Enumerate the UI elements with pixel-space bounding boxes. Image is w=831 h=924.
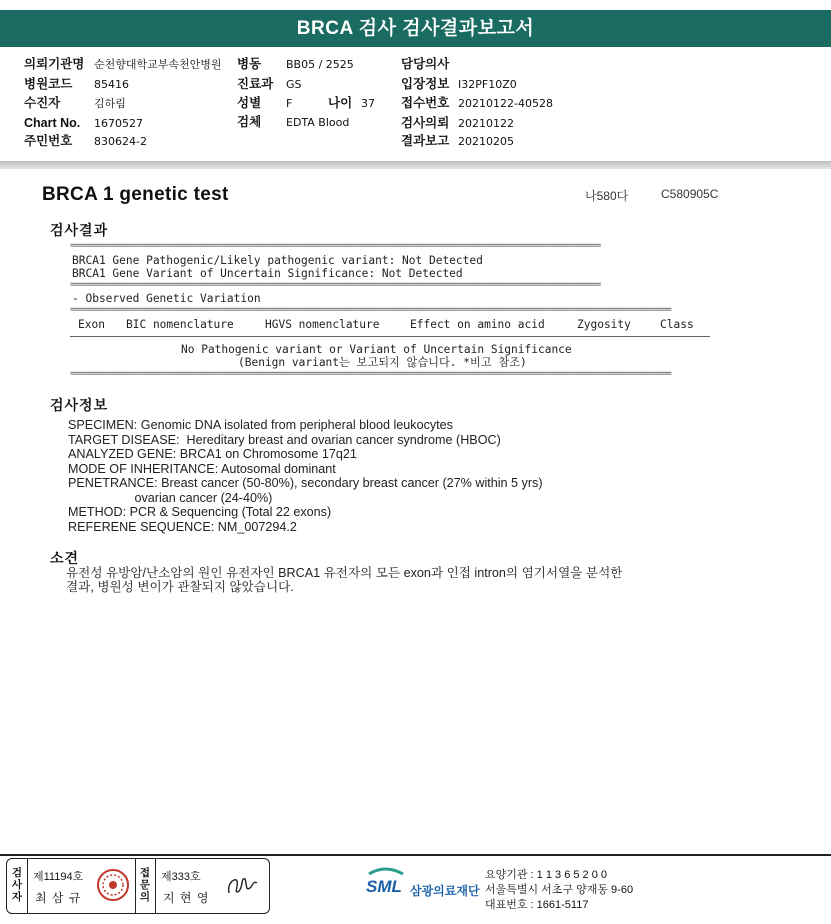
box-divider — [27, 859, 28, 913]
department-label: 진료과 — [237, 77, 274, 91]
specimen-value: EDTA Blood — [286, 116, 350, 129]
age-value: 37 — [361, 97, 375, 110]
info-heading: 검사정보 — [50, 397, 109, 413]
resident-no-label: 주민번호 — [24, 134, 73, 148]
box-divider — [135, 859, 136, 913]
examiner-license: 제11194호 — [33, 871, 84, 883]
info-method: METHOD: PCR & Sequencing (Total 22 exons) — [68, 505, 332, 519]
admission-info-label: 입장정보 — [401, 77, 450, 91]
sex-value: F — [286, 97, 293, 110]
chart-no-value: 1670527 — [94, 117, 143, 130]
doctor-label: 담당의사 — [401, 57, 450, 71]
header-divider — [0, 161, 831, 169]
examiner-label: 검 사 자 — [11, 867, 23, 903]
hospital-code-label: 병원코드 — [24, 77, 73, 91]
separator-line: ======================================================================================================================================== — [70, 370, 671, 379]
box-divider — [155, 859, 156, 913]
column-bic: BIC nomenclature — [126, 318, 234, 331]
column-zygosity: Zygosity — [577, 318, 631, 331]
chart-no-label: Chart No. — [24, 116, 81, 130]
requester-label: 의뢰기관명 — [24, 57, 85, 71]
column-hgvs: HGVS nomenclature — [265, 318, 380, 331]
age-label: 나이 — [328, 96, 353, 110]
ward-value: BB05 / 2525 — [286, 58, 354, 71]
footer-divider — [0, 854, 831, 856]
request-date-label: 검사의뢰 — [401, 116, 450, 130]
column-exon: Exon — [78, 318, 105, 331]
sml-logo-text: SML — [366, 877, 402, 896]
benign-note: (Benign variant는 보고되지 않습니다. *비고 참조) — [238, 356, 527, 369]
column-effect: Effect on amino acid — [410, 318, 545, 331]
patient-label: 수진자 — [24, 96, 61, 110]
seal-icon — [95, 867, 131, 903]
test-title: BRCA 1 genetic test — [42, 184, 229, 205]
signature-box — [6, 858, 270, 914]
test-code-1: 나580다 — [585, 189, 629, 203]
specimen-label: 검체 — [237, 115, 262, 129]
result-line-pathogenic: BRCA1 Gene Pathogenic/Likely pathogenic variant: Not Detected — [72, 254, 483, 267]
result-line-vus: BRCA1 Gene Variant of Uncertain Significance: Not Detected — [72, 267, 463, 280]
hospital-code-value: 85416 — [94, 78, 129, 91]
separator-line: ======================================================================================================================================== — [70, 306, 671, 315]
sex-label: 성별 — [237, 96, 262, 110]
info-analyzed-gene: ANALYZED GENE: BRCA1 on Chromosome 17q21 — [68, 447, 357, 461]
info-reference-sequence: REFERENE SEQUENCE: NM_007294.2 — [68, 519, 297, 534]
observed-variation: - Observed Genetic Variation — [72, 292, 261, 305]
signature-icon — [225, 871, 259, 901]
column-divider — [70, 336, 710, 337]
care-institution-no: 요양기관 : 1 1 3 6 5 2 0 0 — [485, 869, 608, 881]
org-address: 서울특별시 서초구 양재동 9-60 — [485, 884, 634, 896]
separator-line: ======================================================================================================================== — [70, 281, 601, 290]
info-penetrance: PENETRANCE: Breast cancer (50-80%), secondary breast cancer (27% within 5 yrs) — [68, 476, 543, 490]
no-variant-line: No Pathogenic variant or Variant of Uncertain Significance — [181, 343, 572, 356]
requester-value: 순천향대학교부속천안병원 — [94, 58, 222, 71]
opinion-heading: 소견 — [50, 550, 80, 566]
org-name: 삼광의료재단 — [410, 884, 480, 898]
org-phone: 대표번호 : 1661-5117 — [485, 899, 589, 911]
resident-no-value: 830624-2 — [94, 135, 147, 148]
ward-label: 병동 — [237, 57, 262, 71]
patient-value: 김하림 — [94, 97, 126, 110]
info-specimen: SPECIMEN: Genomic DNA isolated from peripheral blood leukocytes — [68, 418, 453, 432]
confirm-label: 접 문 의 — [139, 867, 151, 903]
confirm-name: 지 현 영 — [163, 891, 210, 905]
admission-info-value: I32PF10Z0 — [458, 78, 517, 91]
info-penetrance-ovarian: ovarian cancer (24-40%) — [68, 490, 273, 505]
opinion-line-2: 결과, 병원성 변이가 관찰되지 않았습니다. — [66, 580, 294, 594]
info-target-disease: TARGET DISEASE: Hereditary breast and ovarian cancer syndrome (HBOC) — [68, 432, 501, 447]
report-date-label: 결과보고 — [401, 134, 450, 148]
info-inheritance: MODE OF INHERITANCE: Autosomal dominant — [68, 461, 336, 476]
receipt-no-value: 20210122-40528 — [458, 97, 553, 110]
receipt-no-label: 접수번호 — [401, 96, 450, 110]
opinion-line-1: 유전성 유방암/난소암의 원인 유전자인 BRCA1 유전자의 모든 exon과 인접 intron의 염기서열을 분석한 — [66, 566, 623, 580]
report-date-value: 20210205 — [458, 135, 514, 148]
result-heading: 검사결과 — [50, 222, 109, 238]
report-title-bar: BRCA 검사 검사결과보고서 — [0, 10, 831, 47]
column-class: Class — [660, 318, 694, 331]
test-code-2: C580905C — [661, 187, 719, 201]
examiner-name: 최 삼 규 — [35, 891, 82, 905]
confirm-license: 제333호 — [161, 871, 201, 883]
department-value: GS — [286, 78, 302, 91]
request-date-value: 20210122 — [458, 117, 514, 130]
separator-line: ======================================================================================================================== — [70, 242, 601, 251]
